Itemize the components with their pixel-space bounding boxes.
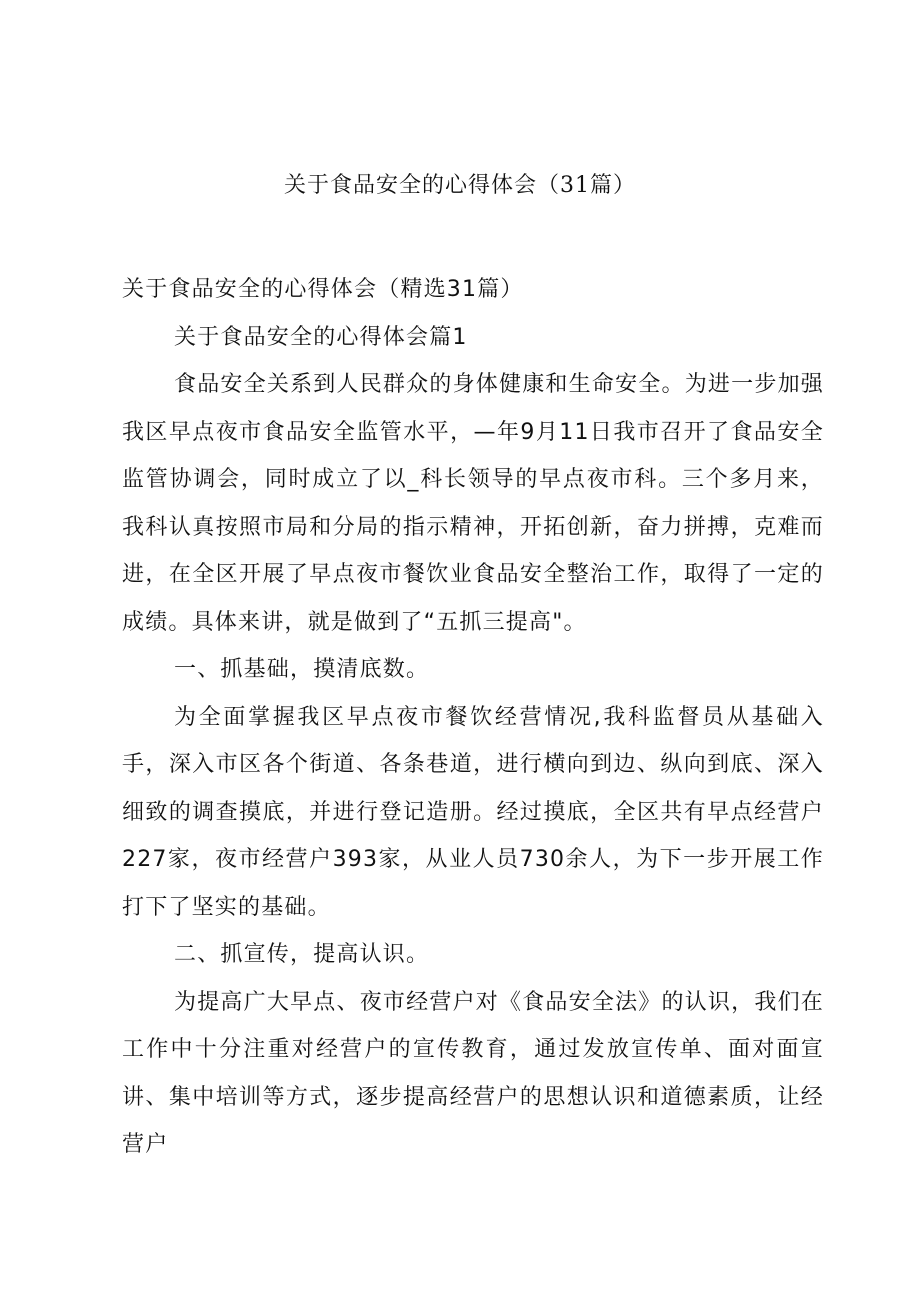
point-heading: 二、抓宣传，提高认识。 [174,942,430,967]
section-heading: 关于食品安全的心得体会篇1 [174,324,468,350]
body-paragraph: 为提高广大早点、夜市经营户对《食品安全法》的认识，我们在工作中十分注重对经营户的宣传教育，通过发放宣传单、面对面宣讲、集中培训等方式，逐步提高经营户的思想认识和道德素质，让经营户 [122,989,824,1157]
body-paragraph: 为全面掌握我区早点夜市餐饮经营情况,我科监督员从基础入手，深入市区各个街道、各条巷道，进行横向到边、纵向到底、深入细致的调查摸底，并进行登记造册。经过摸底，全区共有早点经营户227家，夜市经营户393家，从业人员730余人，为下一步开展工作打下了坚实的基础。 [122,704,824,920]
point-heading: 一、抓基础，摸清底数。 [174,657,430,682]
body-paragraph: 食品安全关系到人民群众的身体健康和生命安全。为进一步加强我区早点夜市食品安全监管水平，—年9月11日我市召开了食品安全监管协调会，同时成立了以_科长领导的早点夜市科。三个多月来，我科认真按照市局和分局的指示精神，开拓创新，奋力拼搏，克难而进，在全区开展了早点夜市餐饮业食品安全整治工作，取得了一定的成绩。具体来讲，就是做到了“五抓三提高"。 [122,372,824,635]
subtitle-paragraph: 关于食品安全的心得体会（精选31篇） [122,277,524,302]
document-body [122,266,824,1169]
document-title: 关于食品安全的心得体会（31篇） [284,173,636,198]
